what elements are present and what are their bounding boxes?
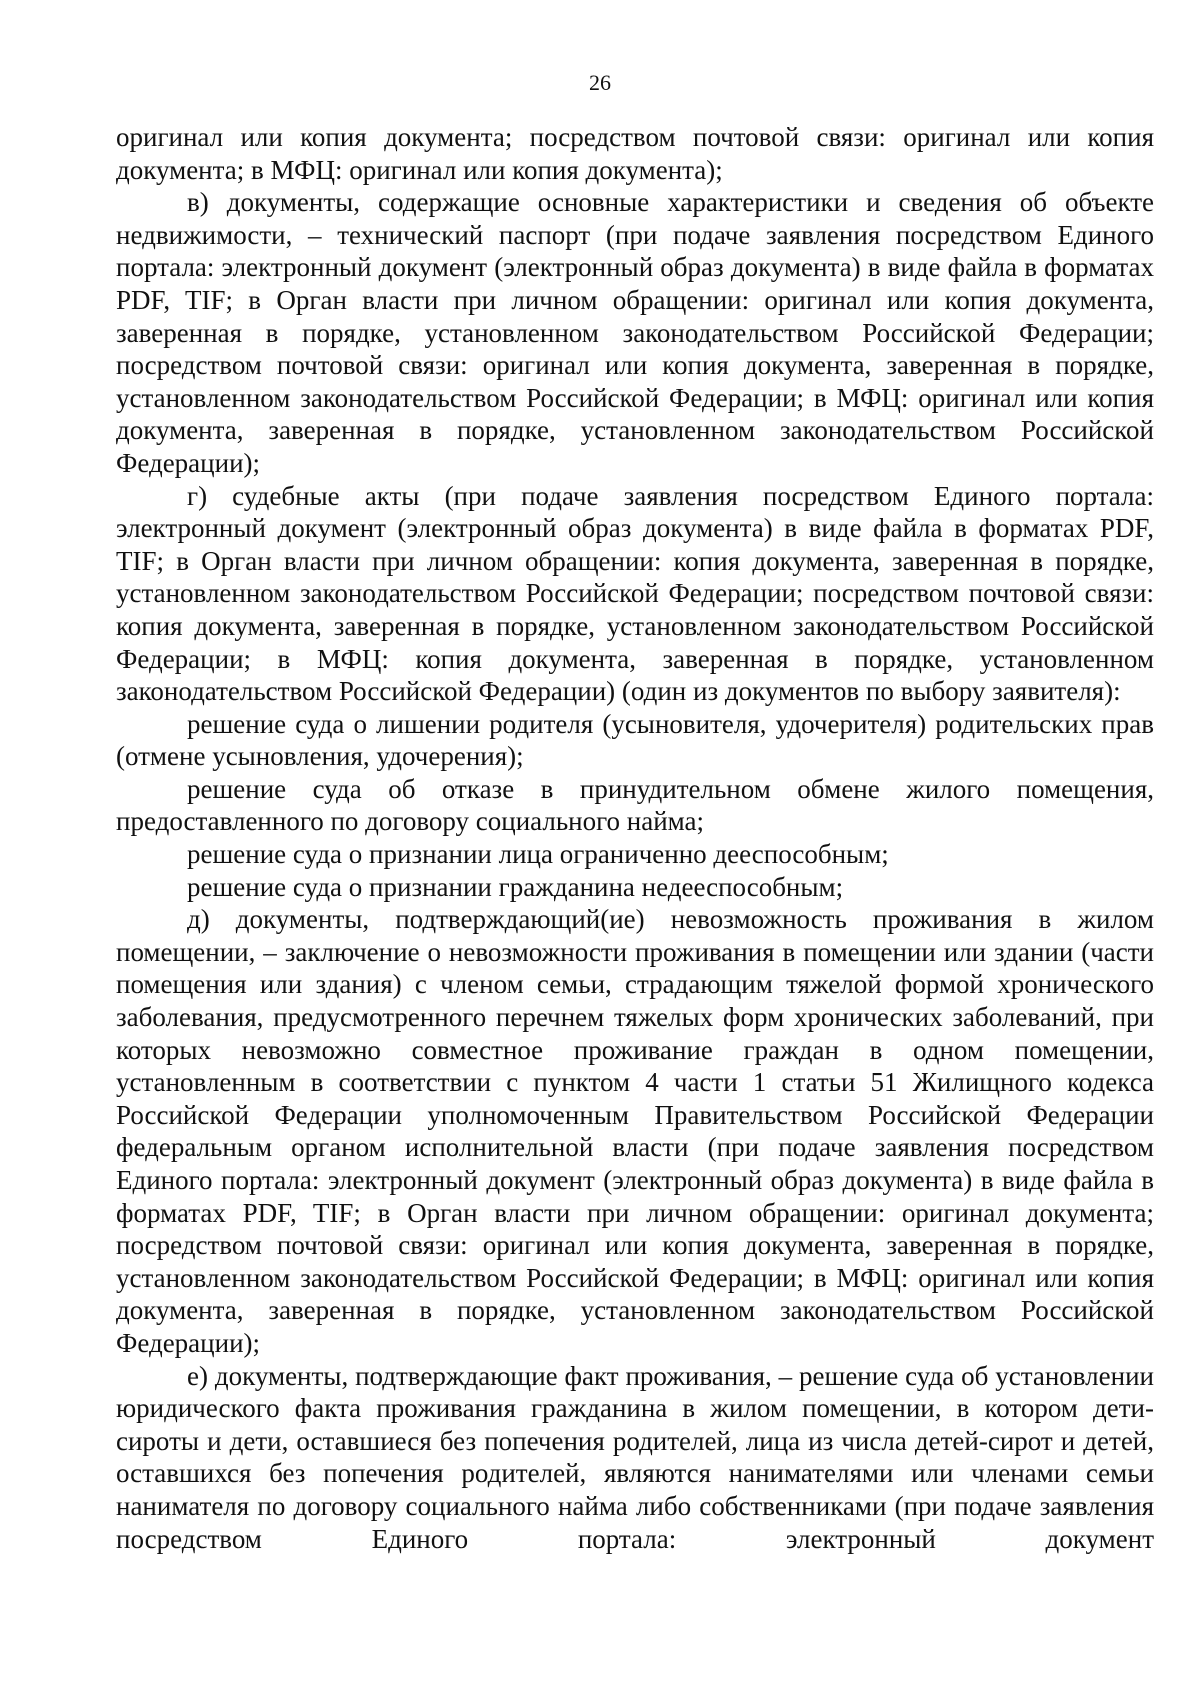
paragraph-court-decision-2: решение суда об отказе в принудительном обмене жилого помещения, предоставленного по договору социального найма; [116,773,1154,837]
paragraph-court-decision-1: решение суда о лишении родителя (усыновителя, удочерителя) родительских прав (отмене усыновления, удочерения); [116,708,1154,772]
paragraph-continuation: оригинал или копия документа; посредством почтовой связи: оригинал или копия документа; в МФЦ: оригинал или копия документа); [116,122,1154,185]
paragraph-item-g: г) судебные акты (при подаче заявления посредством Единого портала: электронный документ (электронный образ документа) в виде файла в форматах PDF, TIF; в Орган власти при личном обращении: копия документа, заверенная в порядке, установленном законодательством Российской Федерации; посредством почтовой связи: копия документа, заверенная в порядке, установленном законодательством Российской Федерации; в МФЦ: копия документа, заверенная в порядке, установленном законодательством Российской Федерации) (один из документов по выбору заявителя): [116,480,1154,707]
paragraph-item-d: д) документы, подтверждающий(ие) невозможность проживания в жилом помещении, – заключение о невозможности проживания в помещении или здании (части помещения или здания) с членом семьи, страдающим тяжелой формой хронического заболевания, предусмотренного перечнем тяжелых форм хронических заболеваний, при которых невозможно совместное проживание граждан в одном помещении, установленным в соответствии с пунктом 4 части 1 статьи 51 Жилищного кодекса Российской Федерации уполномоченным Правительством Российской Федерации федеральным органом исполнительной власти (при подаче заявления посредством Единого портала: электронный документ (электронный образ документа) в виде файла в форматах PDF, TIF; в Орган власти при личном обращении: оригинал документа; посредством почтовой связи: оригинал или копия документа, заверенная в порядке, установленном законодательством Российской Федерации; в МФЦ: оригинал или копия документа, заверенная в порядке, установленном законодательством Российской Федерации); [116,904,1154,1358]
paragraph-court-decision-3: решение суда о признании лица ограниченно дееспособным; [187,839,889,870]
page-number: 26 [589,70,611,95]
document-body [116,121,1154,1555]
paragraph-item-v: в) документы, содержащие основные характеристики и сведения об объекте недвижимости, – технический паспорт (при подаче заявления посредством Единого портала: электронный документ (электронный образ документа) в виде файла в форматах PDF, TIF; в Орган власти при личном обращении: оригинал или копия документа, заверенная в порядке, установленном законодательством Российской Федерации; посредством почтовой связи: оригинал или копия документа, заверенная в порядке, установленном законодательством Российской Федерации; в МФЦ: оригинал или копия документа, заверенная в порядке, установленном законодательством Российской Федерации); [116,187,1154,478]
paragraph-item-e: е) документы, подтверждающие факт проживания, – решение суда об установлении юридического факта проживания гражданина в жилом помещении, в котором дети-сироты и дети, оставшиеся без попечения родителей, лица из числа детей-сирот и детей, оставшихся без попечения родителей, являются нанимателями или членами семьи нанимателя по договору социального найма либо собственниками (при подаче заявления посредством Единого портала: электронный документ [116,1360,1154,1554]
paragraph-court-decision-4: решение суда о признании гражданина недееспособным; [187,871,844,902]
